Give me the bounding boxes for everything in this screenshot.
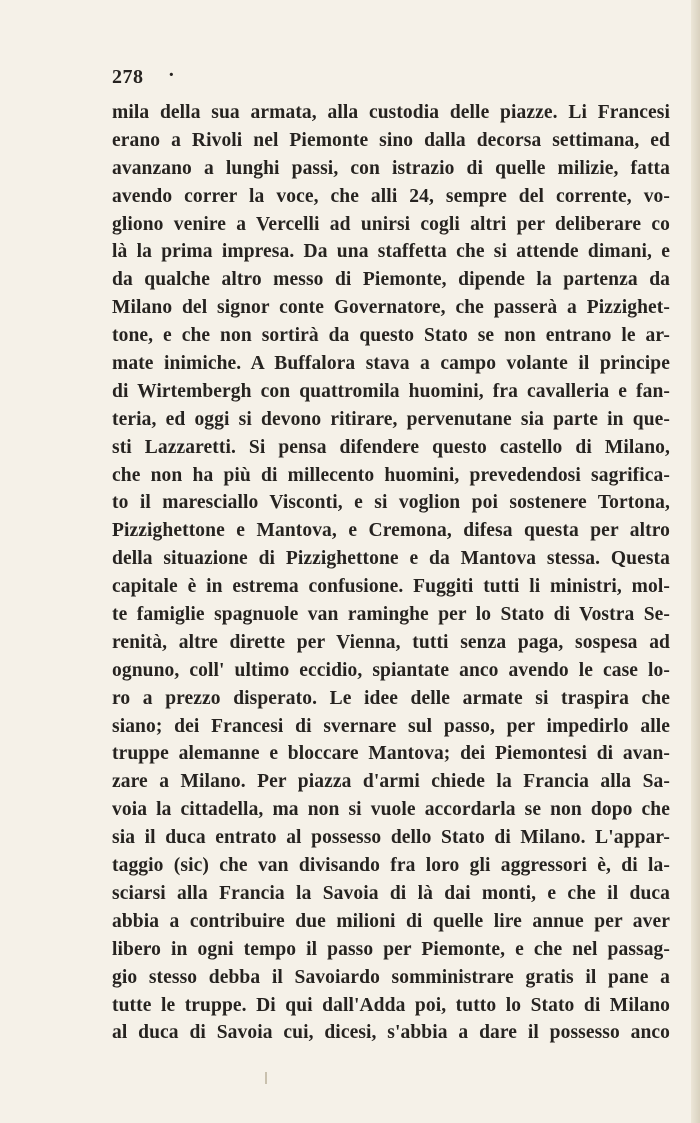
text-line: libero in ogni tempo il passo per Piemonte, e che nel passag- <box>112 938 670 960</box>
text-line: ro a prezzo disperato. Le idee delle armate si traspira che <box>112 687 670 709</box>
text-line: sti Lazzaretti. Si pensa difendere questo castello di Milano, <box>112 436 670 458</box>
text-line: gio stesso debba il Savoiardo somministrare gratis il pane a <box>112 966 670 988</box>
text-line: teria, ed oggi si devono ritirare, pervenutane sia parte in que- <box>112 408 670 430</box>
text-line: della situazione di Pizzighettone e da Mantova stessa. Questa <box>112 548 670 570</box>
text-line: sia il duca entrato al possesso dello Stato di Milano. L'appar- <box>112 827 670 849</box>
text-line: Pizzighettone e Mantova, e Cremona, difesa questa per altro <box>112 520 670 542</box>
text-line: zare a Milano. Per piazza d'armi chiede la Francia alla Sa- <box>112 771 670 793</box>
header-marker: · <box>168 64 175 86</box>
page-number: 278 <box>112 66 144 88</box>
text-line: capitale è in estrema confusione. Fuggiti tutti li ministri, mol- <box>112 576 670 598</box>
text-line: gliono venire a Vercelli ad unirsi cogli altri per deliberare co <box>112 213 670 235</box>
text-line: voia la cittadella, ma non si vuole accordarla se non dopo che <box>112 799 670 821</box>
text-line: da qualche altro messo di Piemonte, dipende la partenza da <box>112 269 670 291</box>
text-line: sciarsi alla Francia la Savoia di là dai monti, e che il duca <box>112 882 670 904</box>
text-line: mate inimiche. A Buffalora stava a campo volante il principe <box>112 353 670 375</box>
text-line: là la prima impresa. Da una staffetta che si attende dimani, e <box>112 241 670 263</box>
text-line: truppe alemanne e bloccare Mantova; dei Piemontesi di avan- <box>112 743 670 765</box>
text-line: tutte le truppe. Di qui dall'Adda poi, tutto lo Stato di Milano <box>112 994 670 1016</box>
text-line: tone, e che non sortirà da questo Stato se non entrano le ar- <box>112 325 670 347</box>
paper-mark <box>265 1072 267 1084</box>
text-line: abbia a contribuire due milioni di quelle lire annue per aver <box>112 910 670 932</box>
text-line: te famiglie spagnuole van raminghe per lo Stato di Vostra Se- <box>112 604 670 626</box>
text-line: siano; dei Francesi di svernare sul passo, per impedirlo alle <box>112 715 670 737</box>
text-line: to il maresciallo Visconti, e si voglion poi sostenere Tortona, <box>112 492 670 514</box>
text-line: al duca di Savoia cui, dicesi, s'abbia a dare il possesso anco <box>112 1022 670 1044</box>
page-edge-shadow <box>691 0 700 1123</box>
text-line: avanzano a lunghi passi, con istrazio di quelle milizie, fatta <box>112 157 670 179</box>
text-line: di Wirtembergh con quattromila huomini, fra cavalleria e fan- <box>112 380 670 402</box>
text-line: erano a Rivoli nel Piemonte sino dalla decorsa settimana, ed <box>112 129 670 151</box>
text-line: taggio (sic) che van divisando fra loro gli aggressori è, di la- <box>112 855 670 877</box>
text-line: mila della sua armata, alla custodia delle piazze. Li Francesi <box>112 102 670 123</box>
text-line: ognuno, coll' ultimo eccidio, spiantate anco avendo le case lo- <box>112 659 670 681</box>
text-line: che non ha più di millecento huomini, prevedendosi sagrifica- <box>112 464 670 486</box>
text-line: avendo correr la voce, che alli 24, sempre del corrente, vo- <box>112 185 670 207</box>
body-text <box>112 99 670 1047</box>
text-line: Milano del signor conte Governatore, che passerà a Pizzighet- <box>112 297 670 319</box>
text-line: renità, altre dirette per Vienna, tutti senza paga, sospesa ad <box>112 631 670 653</box>
